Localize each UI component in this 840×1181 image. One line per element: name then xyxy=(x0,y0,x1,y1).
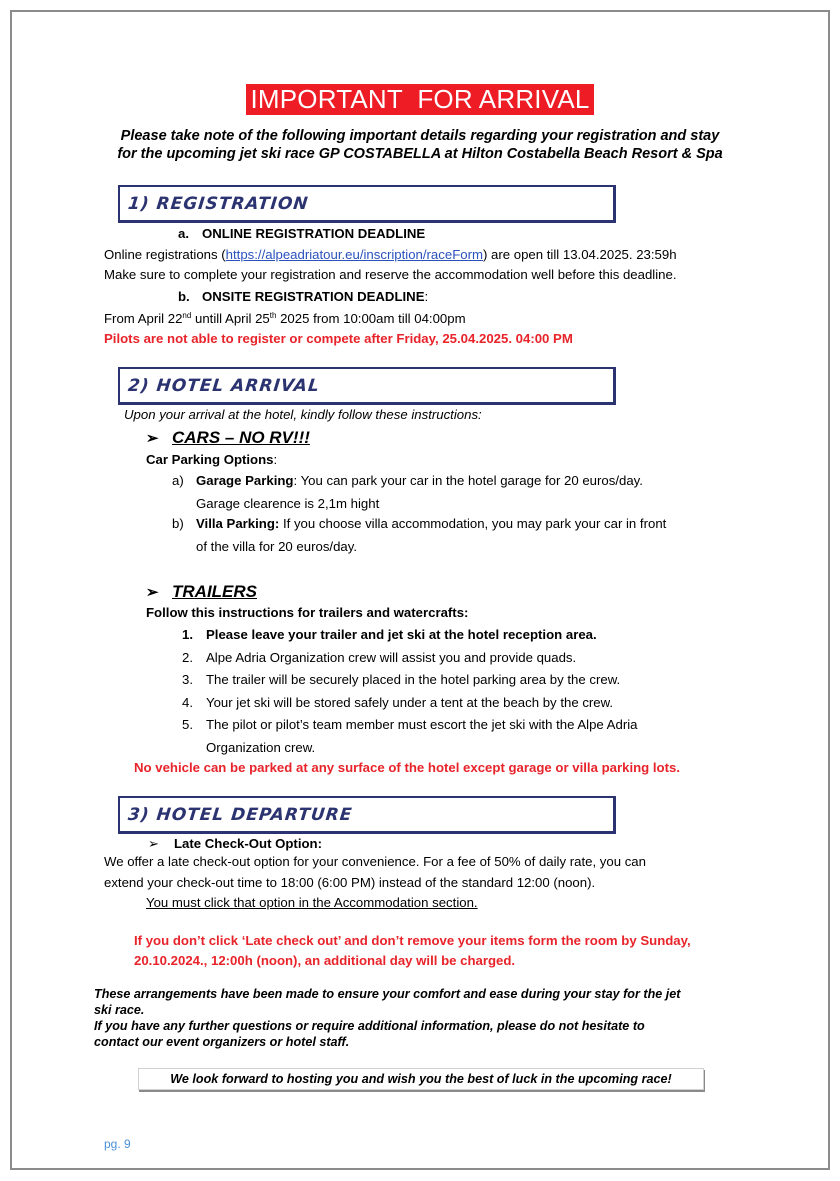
parking-warning: No vehicle can be parked at any surface of the hotel except garage or villa parking lots. xyxy=(134,760,680,775)
list-marker: a) xyxy=(172,473,184,488)
late-checkout-line: We offer a late check-out option for your convenience. For a fee of 50% of daily rate, you can xyxy=(104,854,646,869)
arrow-bullet-icon: ➢ xyxy=(148,836,160,851)
registration-link[interactable]: https://alpeadriatour.eu/inscription/raceForm xyxy=(225,247,483,262)
option-label: Garage Parking xyxy=(196,473,294,488)
step-number: 2. xyxy=(182,649,193,665)
closing-paragraph xyxy=(94,986,774,1050)
text: Car Parking Options xyxy=(146,452,274,467)
text: untill April 25 xyxy=(191,311,270,326)
arrival-instructions: Upon your arrival at the hotel, kindly follow these instructions: xyxy=(124,407,482,422)
section-header-registration xyxy=(118,185,616,223)
option-label: Villa Parking: xyxy=(196,516,280,531)
section-header-hotel-departure xyxy=(118,796,616,834)
option-continuation: Garage clearence is 2,1m hight xyxy=(196,496,380,511)
text: From April 22 xyxy=(104,311,183,326)
step-number: 1. xyxy=(182,627,193,642)
parking-option-garage xyxy=(172,471,643,514)
closing-line: contact our event organizers or hotel staff. xyxy=(94,1035,350,1049)
trailers-intro: Follow this instructions for trailers and watercrafts: xyxy=(146,605,469,620)
heading-label: TRAILERS xyxy=(172,582,257,601)
farewell-text: We look forward to hosting you and wish you the best of luck in the upcoming race! xyxy=(170,1072,672,1086)
option-text: If you choose villa accommodation, you may park your car in front xyxy=(279,516,667,531)
page-title: IMPORTANT FOR ARRIVAL xyxy=(246,84,593,115)
list-marker: b. xyxy=(178,289,190,304)
trailer-steps-list xyxy=(182,624,637,759)
closing-line: These arrangements have been made to ensure your comfort and ease during your stay for the jet xyxy=(94,987,681,1001)
section-title: 2) HOTEL ARRIVAL xyxy=(126,376,321,396)
farewell-box xyxy=(138,1068,704,1090)
text: Online registrations ( xyxy=(104,247,226,262)
step-number: 5. xyxy=(182,717,193,732)
text: 2025 from 10:00am till 04:00pm xyxy=(276,311,466,326)
closing-line: ski race. xyxy=(94,1003,145,1017)
option-continuation: of the villa for 20 euros/day. xyxy=(196,539,358,554)
heading-label: CARS – NO RV!!! xyxy=(172,428,310,447)
onsite-registration-dates xyxy=(104,309,466,329)
list-item xyxy=(182,647,637,670)
step-text: Your jet ski will be stored safely under a tent at the beach by the crew. xyxy=(206,694,614,710)
step-number: 3. xyxy=(182,672,193,687)
late-checkout-warning: If you don’t click ‘Late check out’ and don’t remove your items form the room by Sunday, xyxy=(134,933,691,948)
step-text: The trailer will be securely placed in the hotel parking area by the crew. xyxy=(206,672,621,687)
registration-reminder: Make sure to complete your registration and reserve the accommodation well before this deadline. xyxy=(104,267,677,282)
late-checkout-line: extend your check-out time to 18:00 (6:00 PM) instead of the standard 12:00 (noon). xyxy=(104,875,596,890)
car-parking-options-label xyxy=(146,450,277,470)
closing-line: If you have any further questions or require additional information, please do not hesitate to xyxy=(94,1019,645,1033)
option-text: : You can park your car in the hotel garage for 20 euros/day. xyxy=(293,473,643,488)
list-item xyxy=(182,692,637,715)
arrow-bullet-icon: ➢ xyxy=(146,430,159,447)
list-item xyxy=(182,624,637,647)
text: ) are open till 13.04.2025. 23:59h xyxy=(482,247,677,262)
online-registration-heading xyxy=(178,224,425,244)
list-marker: a. xyxy=(178,226,189,241)
late-checkout-note: You must click that option in the Accommodation section. xyxy=(146,895,478,910)
colon: : xyxy=(273,452,278,467)
cars-heading xyxy=(146,427,310,450)
late-checkout-warning: 20.10.2024., 12:00h (noon), an additional day will be charged. xyxy=(134,953,516,968)
intro-line: for the upcoming jet ski race GP COSTABELLA at Hilton Costabella Beach Resort & Spa xyxy=(117,146,723,162)
list-item xyxy=(182,714,637,737)
section-header-hotel-arrival xyxy=(118,367,616,405)
section-title: 3) HOTEL DEPARTURE xyxy=(126,805,354,825)
superscript: nd xyxy=(182,311,192,320)
list-marker: b) xyxy=(172,516,184,531)
intro-paragraph xyxy=(60,127,780,163)
title-container xyxy=(0,84,840,115)
subheading-text: ONSITE REGISTRATION DEADLINE xyxy=(202,289,425,304)
step-continuation: Organization crew. xyxy=(206,739,316,755)
subheading-text: Late Check-Out Option: xyxy=(174,836,322,851)
list-item xyxy=(182,669,637,692)
late-checkout-heading xyxy=(148,834,322,854)
subheading-text: ONLINE REGISTRATION DEADLINE xyxy=(202,226,426,241)
arrow-bullet-icon: ➢ xyxy=(146,584,159,601)
step-text: Please leave your trailer and jet ski at the hotel reception area. xyxy=(206,627,597,642)
colon: : xyxy=(424,289,429,304)
onsite-registration-heading xyxy=(178,287,428,307)
superscript: th xyxy=(269,311,277,320)
step-text: The pilot or pilot’s team member must escort the jet ski with the Alpe Adria xyxy=(206,717,638,732)
step-text: Alpe Adria Organization crew will assist you and provide quads. xyxy=(206,649,577,665)
intro-line: Please take note of the following important details regarding your registration and stay xyxy=(120,128,720,144)
parking-option-villa xyxy=(172,514,666,557)
step-number: 4. xyxy=(182,694,193,710)
page-number: pg. 9 xyxy=(104,1137,131,1151)
online-registration-line xyxy=(104,245,677,265)
section-title: 1) REGISTRATION xyxy=(126,194,310,214)
trailers-heading xyxy=(146,581,257,604)
registration-warning: Pilots are not able to register or compete after Friday, 25.04.2025. 04:00 PM xyxy=(104,331,573,346)
